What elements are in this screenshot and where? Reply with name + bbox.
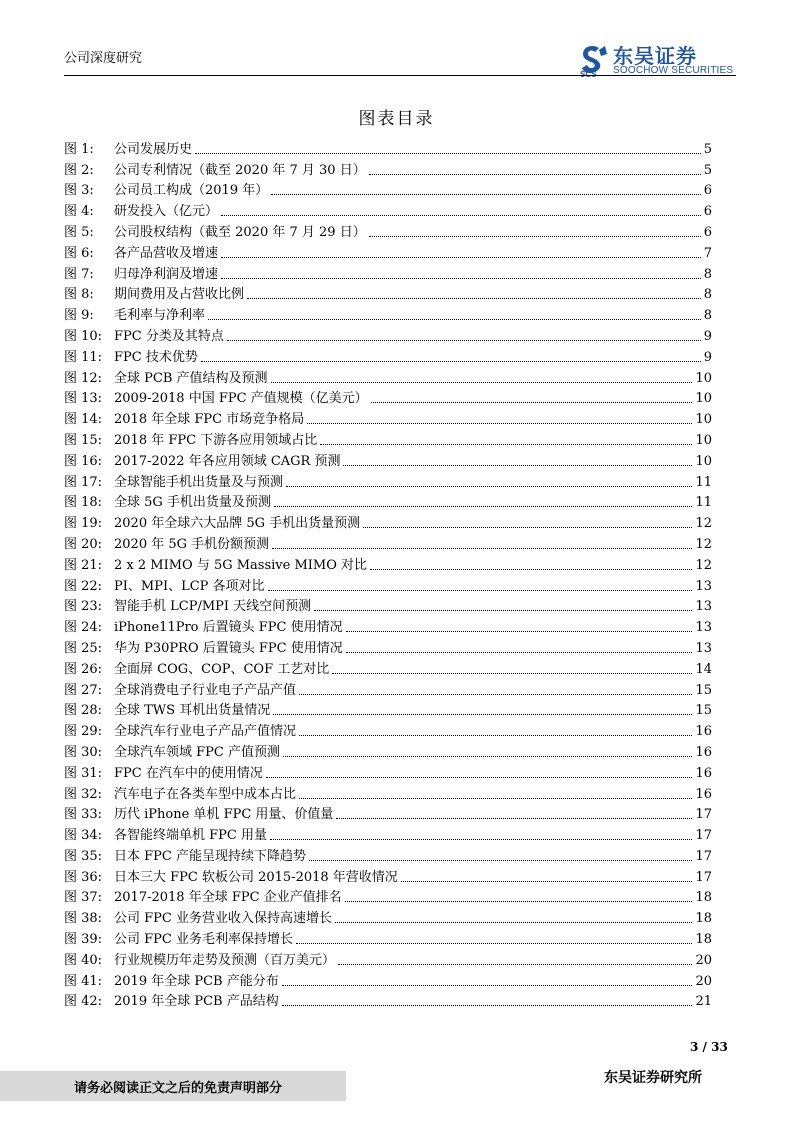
toc-entry[interactable] bbox=[64, 387, 712, 408]
toc-entry[interactable] bbox=[64, 241, 712, 262]
toc-dot-leader bbox=[343, 465, 692, 466]
toc-entry-caption: 2020 年全球六大品牌 5G 手机出货量预测 bbox=[114, 516, 361, 532]
toc-entry[interactable] bbox=[64, 782, 712, 803]
toc-entry-caption: 全球汽车领域 FPC 产值预测 bbox=[114, 744, 280, 760]
footer-disclaimer: 请务必阅读正文之后的免责声明部分 bbox=[74, 1081, 283, 1096]
toc-entry[interactable] bbox=[64, 886, 712, 907]
toc-entry-label: 图 30: bbox=[64, 744, 103, 760]
toc-entry-page: 13 bbox=[695, 640, 712, 656]
toc-entry[interactable] bbox=[64, 345, 712, 366]
toc-entry-page: 10 bbox=[695, 432, 712, 448]
logo-name-cn: 东吴证券 bbox=[613, 44, 697, 68]
header-divider bbox=[64, 75, 736, 76]
toc-entry-label: 图 38: bbox=[64, 911, 103, 927]
toc-entry-page: 10 bbox=[695, 391, 712, 407]
toc-entry[interactable] bbox=[64, 969, 712, 990]
toc-entry-page: 16 bbox=[695, 744, 712, 760]
toc-entry[interactable] bbox=[64, 553, 712, 574]
toc-entry-label: 图 13: bbox=[64, 391, 103, 407]
toc-entry-page: 16 bbox=[695, 786, 712, 802]
toc-entry-caption: 归母净利润及增速 bbox=[114, 266, 219, 282]
toc-entry-label: 图 2: bbox=[64, 162, 94, 178]
toc-entry-label: 图 42: bbox=[64, 994, 103, 1010]
toc-entry-page: 17 bbox=[695, 807, 712, 823]
toc-dot-leader bbox=[270, 839, 692, 840]
toc-entry[interactable] bbox=[64, 491, 712, 512]
toc-entry[interactable] bbox=[64, 657, 712, 678]
toc-entry[interactable] bbox=[64, 532, 712, 553]
toc-entry-page: 9 bbox=[703, 328, 712, 344]
logo-name-en: SOOCHOW SECURITIES bbox=[613, 65, 734, 76]
toc-dot-leader bbox=[336, 818, 692, 819]
toc-entry-caption: 期间费用及占营收比例 bbox=[114, 287, 245, 303]
toc-entry-page: 7 bbox=[703, 245, 712, 261]
toc-entry-label: 图 7: bbox=[64, 266, 94, 282]
toc-dot-leader bbox=[346, 652, 693, 653]
toc-entry-page: 18 bbox=[695, 911, 712, 927]
toc-dot-leader bbox=[273, 714, 692, 715]
toc-entry-page: 15 bbox=[695, 703, 712, 719]
toc-entry[interactable] bbox=[64, 636, 712, 657]
toc-entry-label: 图 18: bbox=[64, 495, 103, 511]
toc-dot-leader bbox=[309, 860, 692, 861]
toc-entry[interactable] bbox=[64, 990, 712, 1011]
toc-dot-leader bbox=[299, 694, 692, 695]
toc-entry-label: 图 40: bbox=[64, 952, 103, 968]
brand-logo bbox=[579, 42, 739, 82]
toc-entry-caption: 日本 FPC 产能呈现持续下降趋势 bbox=[114, 848, 306, 864]
toc-dot-leader bbox=[274, 506, 693, 507]
toc-entry-caption: 公司 FPC 业务毛利率保持增长 bbox=[114, 932, 293, 948]
toc-entry-caption: 2019 年全球 PCB 产品结构 bbox=[114, 994, 279, 1010]
toc-dot-leader bbox=[369, 236, 701, 237]
toc-entry-caption: 全球 TWS 耳机出货量情况 bbox=[114, 703, 271, 719]
toc-entry-caption: 毛利率与净利率 bbox=[114, 308, 206, 324]
toc-entry[interactable] bbox=[64, 803, 712, 824]
toc-entry-caption: 2017-2018 年全球 FPC 企业产值排名 bbox=[114, 890, 342, 906]
toc-dot-leader bbox=[314, 610, 692, 611]
toc-entry[interactable] bbox=[64, 719, 712, 740]
toc-entry[interactable] bbox=[64, 324, 712, 345]
toc-entry-page: 15 bbox=[695, 682, 712, 698]
toc-entry-label: 图 37: bbox=[64, 890, 103, 906]
toc-title: 图表目录 bbox=[358, 109, 435, 129]
table-of-figures bbox=[64, 137, 712, 1010]
toc-entry[interactable] bbox=[64, 823, 712, 844]
toc-entry-label: 图 1: bbox=[64, 141, 94, 157]
toc-dot-leader bbox=[370, 569, 692, 570]
toc-dot-leader bbox=[195, 153, 701, 154]
toc-dot-leader bbox=[346, 631, 693, 632]
toc-dot-leader bbox=[299, 735, 692, 736]
toc-entry-caption: 汽车电子在各类车型中成本占比 bbox=[114, 786, 297, 802]
toc-entry-page: 11 bbox=[695, 474, 712, 490]
toc-dot-leader bbox=[201, 361, 701, 362]
toc-entry[interactable] bbox=[64, 283, 712, 304]
toc-dot-leader bbox=[363, 527, 692, 528]
toc-entry-caption: 研发投入（亿元） bbox=[114, 204, 219, 220]
toc-entry[interactable] bbox=[64, 927, 712, 948]
toc-entry-caption: 2020 年 5G 手机份额预测 bbox=[114, 536, 270, 552]
toc-entry-label: 图 23: bbox=[64, 599, 103, 615]
toc-entry-page: 12 bbox=[695, 516, 712, 532]
toc-entry-caption: 公司 FPC 业务营业收入保持高速增长 bbox=[114, 911, 332, 927]
toc-entry[interactable] bbox=[64, 158, 712, 179]
toc-entry-label: 图 5: bbox=[64, 224, 94, 240]
toc-entry[interactable] bbox=[64, 511, 712, 532]
toc-entry-label: 图 16: bbox=[64, 453, 103, 469]
toc-entry-page: 17 bbox=[695, 828, 712, 844]
toc-entry-label: 图 35: bbox=[64, 848, 103, 864]
toc-entry-page: 8 bbox=[703, 287, 712, 303]
toc-entry[interactable] bbox=[64, 179, 712, 200]
toc-entry-page: 13 bbox=[695, 599, 712, 615]
toc-dot-leader bbox=[266, 777, 693, 778]
toc-entry-label: 图 34: bbox=[64, 828, 103, 844]
toc-entry-page: 5 bbox=[703, 141, 712, 157]
toc-dot-leader bbox=[282, 985, 693, 986]
toc-entry-label: 图 32: bbox=[64, 786, 103, 802]
toc-entry-page: 8 bbox=[703, 308, 712, 324]
toc-entry-label: 图 8: bbox=[64, 287, 94, 303]
toc-entry-label: 图 15: bbox=[64, 432, 103, 448]
toc-entry[interactable] bbox=[64, 906, 712, 927]
toc-entry[interactable] bbox=[64, 428, 712, 449]
toc-dot-leader bbox=[221, 215, 701, 216]
toc-entry[interactable] bbox=[64, 220, 712, 241]
toc-entry[interactable] bbox=[64, 199, 712, 220]
toc-entry-caption: 公司专利情况（截至 2020 年 7 月 30 日） bbox=[114, 162, 366, 178]
toc-entry[interactable] bbox=[64, 137, 712, 158]
toc-entry-caption: 全球 PCB 产值结构及预测 bbox=[114, 370, 268, 386]
toc-entry-caption: 2 x 2 MIMO 与 5G Massive MIMO 对比 bbox=[114, 557, 368, 573]
toc-dot-leader bbox=[335, 922, 692, 923]
toc-entry-caption: iPhone11Pro 后置镜头 FPC 使用情况 bbox=[114, 620, 343, 636]
toc-entry[interactable] bbox=[64, 678, 712, 699]
toc-entry-caption: 各智能终端单机 FPC 用量 bbox=[114, 828, 267, 844]
toc-entry-caption: 全球消费电子行业电子产品产值 bbox=[114, 682, 297, 698]
toc-entry-page: 17 bbox=[695, 869, 712, 885]
toc-dot-leader bbox=[283, 756, 692, 757]
toc-entry[interactable] bbox=[64, 449, 712, 470]
toc-entry-label: 图 21: bbox=[64, 557, 103, 573]
toc-entry-label: 图 11: bbox=[64, 349, 103, 365]
toc-entry-page: 11 bbox=[695, 495, 712, 511]
toc-entry-label: 图 10: bbox=[64, 328, 103, 344]
toc-dot-leader bbox=[296, 943, 692, 944]
toc-entry-page: 20 bbox=[695, 973, 712, 989]
toc-entry-label: 图 26: bbox=[64, 661, 103, 677]
page-number: 3 / 33 bbox=[690, 1040, 728, 1054]
toc-entry-caption: 行业规模历年走势及预测（百万美元） bbox=[114, 952, 336, 968]
toc-entry[interactable] bbox=[64, 574, 712, 595]
toc-entry-caption: 公司股权结构（截至 2020 年 7 月 29 日） bbox=[114, 224, 366, 240]
toc-entry-page: 16 bbox=[695, 765, 712, 781]
toc-dot-leader bbox=[227, 340, 701, 341]
toc-dot-leader bbox=[221, 257, 701, 258]
toc-dot-leader bbox=[286, 486, 692, 487]
toc-entry-page: 10 bbox=[695, 412, 712, 428]
toc-entry-caption: 公司员工构成（2019 年） bbox=[114, 183, 269, 199]
toc-dot-leader bbox=[332, 673, 692, 674]
toc-entry-caption: 日本三大 FPC 软板公司 2015-2018 年营收情况 bbox=[114, 869, 398, 885]
toc-entry-label: 图 17: bbox=[64, 474, 103, 490]
toc-entry-label: 图 36: bbox=[64, 869, 103, 885]
toc-entry-label: 图 31: bbox=[64, 765, 103, 781]
toc-entry-label: 图 29: bbox=[64, 724, 103, 740]
toc-entry[interactable] bbox=[64, 366, 712, 387]
toc-dot-leader bbox=[271, 382, 693, 383]
toc-entry-caption: 历代 iPhone 单机 FPC 用量、价值量 bbox=[114, 807, 334, 823]
toc-entry-label: 图 14: bbox=[64, 412, 103, 428]
toc-entry[interactable] bbox=[64, 761, 712, 782]
toc-entry[interactable] bbox=[64, 470, 712, 491]
toc-entry-page: 17 bbox=[695, 848, 712, 864]
toc-entry-page: 20 bbox=[695, 952, 712, 968]
toc-dot-leader bbox=[282, 1005, 693, 1006]
toc-entry-caption: 2018 年全球 FPC 市场竞争格局 bbox=[114, 412, 305, 428]
toc-dot-leader bbox=[369, 174, 701, 175]
toc-entry-caption: 2018 年 FPC 下游各应用领域占比 bbox=[114, 432, 318, 448]
toc-entry-label: 图 12: bbox=[64, 370, 103, 386]
toc-entry-label: 图 22: bbox=[64, 578, 103, 594]
toc-entry-page: 8 bbox=[703, 266, 712, 282]
toc-entry[interactable] bbox=[64, 407, 712, 428]
toc-entry[interactable] bbox=[64, 615, 712, 636]
toc-entry[interactable] bbox=[64, 699, 712, 720]
toc-dot-leader bbox=[371, 402, 693, 403]
toc-entry-page: 21 bbox=[695, 994, 712, 1010]
toc-dot-leader bbox=[307, 423, 692, 424]
toc-entry-caption: FPC 在汽车中的使用情况 bbox=[114, 765, 263, 781]
toc-entry-page: 6 bbox=[703, 204, 712, 220]
toc-dot-leader bbox=[221, 278, 701, 279]
toc-entry-caption: PI、MPI、LCP 各项对比 bbox=[114, 578, 265, 594]
toc-entry-page: 16 bbox=[695, 724, 712, 740]
toc-entry-caption: 全球智能手机出货量及与预测 bbox=[114, 474, 284, 490]
toc-entry-page: 18 bbox=[695, 932, 712, 948]
toc-dot-leader bbox=[272, 548, 692, 549]
footer-institute: 东吴证券研究所 bbox=[604, 1070, 702, 1086]
toc-dot-leader bbox=[345, 901, 693, 902]
toc-entry-label: 图 4: bbox=[64, 204, 94, 220]
toc-entry[interactable] bbox=[64, 262, 712, 283]
toc-entry-caption: 公司发展历史 bbox=[114, 141, 193, 157]
toc-entry-caption: 各产品营收及增速 bbox=[114, 245, 219, 261]
toc-dot-leader bbox=[268, 590, 693, 591]
toc-dot-leader bbox=[299, 798, 692, 799]
toc-entry-label: 图 27: bbox=[64, 682, 103, 698]
toc-entry-page: 13 bbox=[695, 578, 712, 594]
toc-entry-caption: 2009-2018 中国 FPC 产值规模（亿美元） bbox=[114, 391, 368, 407]
toc-entry[interactable] bbox=[64, 303, 712, 324]
toc-entry-page: 6 bbox=[703, 224, 712, 240]
toc-entry-caption: 2017-2022 年各应用领域 CAGR 预测 bbox=[114, 453, 341, 469]
toc-entry-page: 5 bbox=[703, 162, 712, 178]
toc-entry-page: 12 bbox=[695, 557, 712, 573]
toc-entry-caption: 全球 5G 手机出货量及预测 bbox=[114, 495, 271, 511]
toc-entry[interactable] bbox=[64, 948, 712, 969]
toc-dot-leader bbox=[338, 964, 692, 965]
toc-entry-label: 图 25: bbox=[64, 640, 103, 656]
toc-entry-label: 图 3: bbox=[64, 183, 94, 199]
toc-entry-label: 图 41: bbox=[64, 973, 103, 989]
toc-entry-page: 14 bbox=[695, 661, 712, 677]
toc-dot-leader bbox=[208, 319, 701, 320]
toc-dot-leader bbox=[401, 881, 693, 882]
toc-entry-label: 图 28: bbox=[64, 703, 103, 719]
toc-entry[interactable] bbox=[64, 595, 712, 616]
logo-mark-icon bbox=[579, 42, 611, 78]
logo-mark-text: SCS bbox=[580, 70, 597, 78]
toc-entry-caption: FPC 技术优势 bbox=[114, 349, 198, 365]
toc-entry-page: 13 bbox=[695, 620, 712, 636]
toc-dot-leader bbox=[247, 298, 701, 299]
toc-entry[interactable] bbox=[64, 740, 712, 761]
toc-entry-caption: FPC 分类及其特点 bbox=[114, 328, 224, 344]
toc-entry-label: 图 24: bbox=[64, 620, 103, 636]
toc-entry-page: 10 bbox=[695, 453, 712, 469]
toc-entry-page: 10 bbox=[695, 370, 712, 386]
toc-entry-page: 18 bbox=[695, 890, 712, 906]
toc-entry-caption: 全面屏 COG、COP、COF 工艺对比 bbox=[114, 661, 330, 677]
toc-entry-caption: 2019 年全球 PCB 产能分布 bbox=[114, 973, 279, 989]
toc-entry[interactable] bbox=[64, 865, 712, 886]
toc-entry[interactable] bbox=[64, 844, 712, 865]
toc-entry-label: 图 9: bbox=[64, 308, 94, 324]
toc-entry-caption: 华为 P30PRO 后置镜头 FPC 使用情况 bbox=[114, 640, 343, 656]
toc-entry-page: 9 bbox=[703, 349, 712, 365]
toc-dot-leader bbox=[320, 444, 692, 445]
toc-entry-label: 图 19: bbox=[64, 516, 103, 532]
toc-entry-label: 图 6: bbox=[64, 245, 94, 261]
toc-dot-leader bbox=[271, 194, 701, 195]
toc-entry-caption: 智能手机 LCP/MPI 天线空间预测 bbox=[114, 599, 312, 615]
toc-entry-caption: 全球汽车行业电子产品产值情况 bbox=[114, 724, 297, 740]
toc-entry-label: 图 20: bbox=[64, 536, 103, 552]
toc-entry-page: 6 bbox=[703, 183, 712, 199]
toc-entry-label: 图 39: bbox=[64, 932, 103, 948]
toc-entry-label: 图 33: bbox=[64, 807, 103, 823]
toc-entry-page: 12 bbox=[695, 536, 712, 552]
report-section-label: 公司深度研究 bbox=[64, 51, 143, 66]
